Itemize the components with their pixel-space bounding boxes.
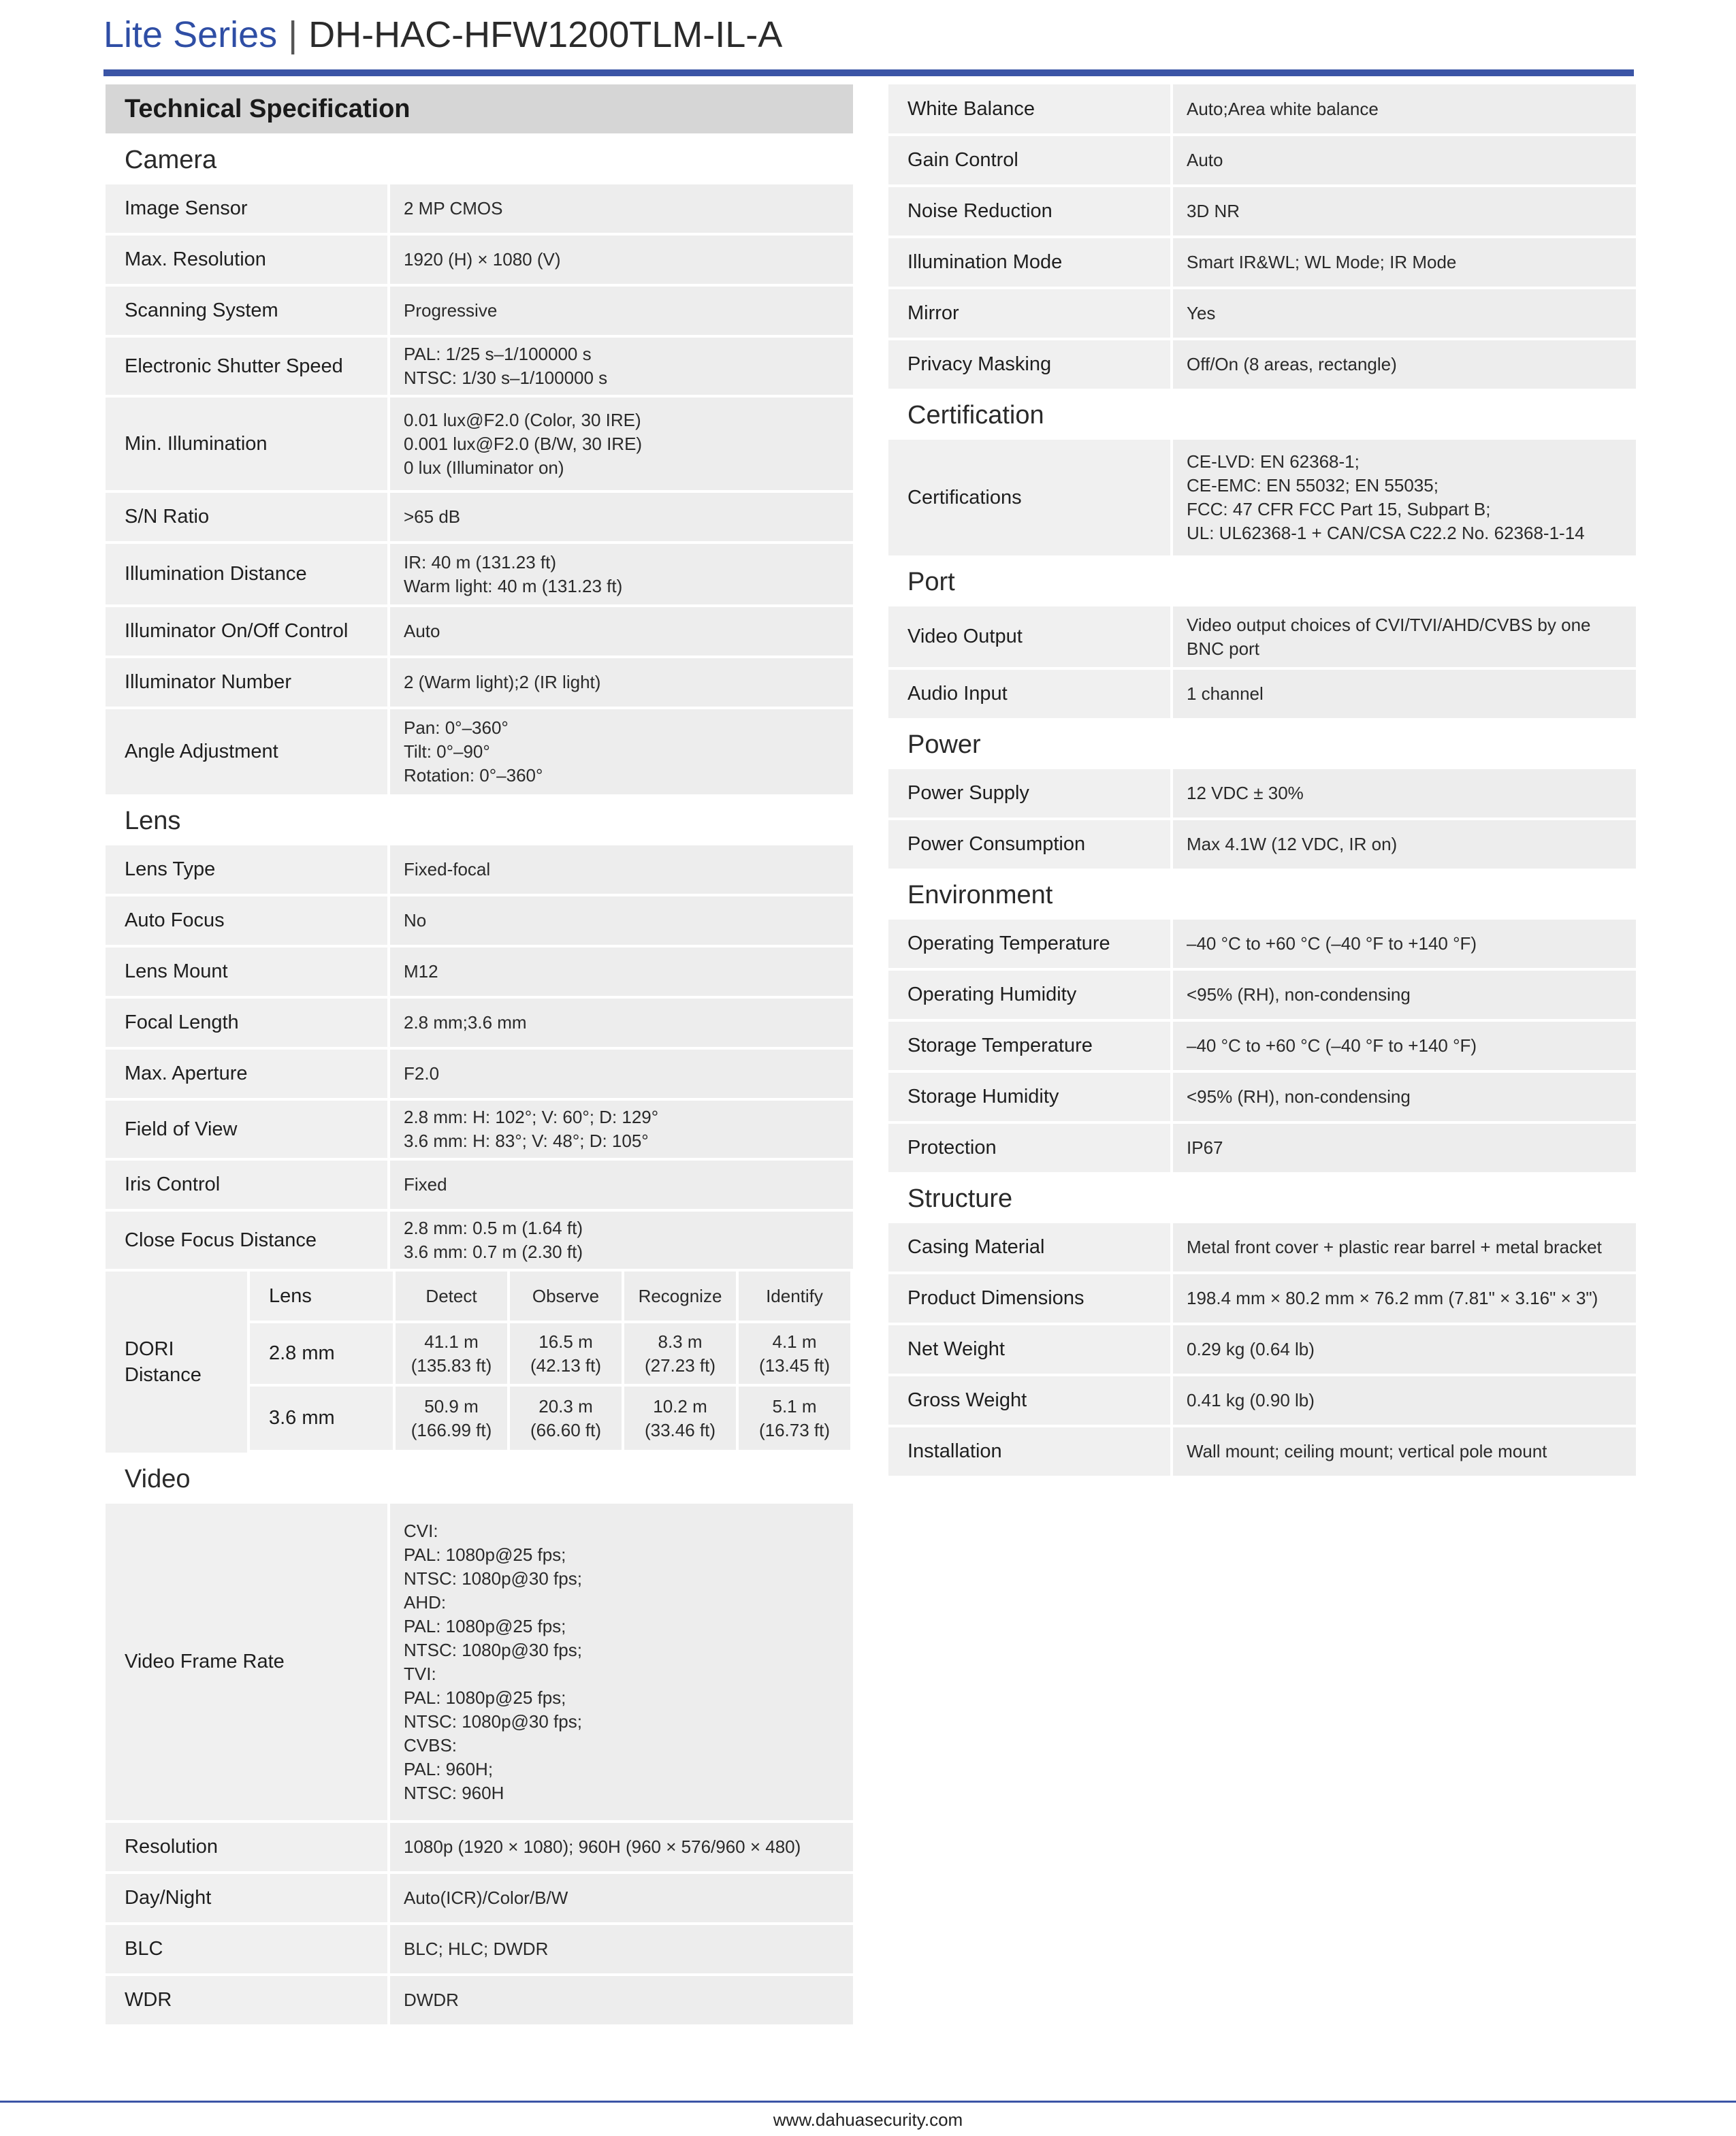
spec-value-line: 3.6 mm: H: 83°; V: 48°; D: 105°: [404, 1131, 649, 1151]
spec-value: [1173, 187, 1636, 236]
spec-label: Certifications: [888, 440, 1170, 555]
spec-value: [1173, 1022, 1636, 1070]
spec-value-line: Max 4.1W (12 VDC, IR on): [1187, 834, 1398, 854]
spec-value-line: IP67: [1187, 1137, 1223, 1158]
spec-label: Resolution: [106, 1823, 387, 1871]
spec-label: Max. Aperture: [106, 1050, 387, 1098]
spec-label: Electronic Shutter Speed: [106, 338, 387, 395]
section-port: Port: [907, 568, 955, 596]
spec-label: Angle Adjustment: [106, 709, 387, 794]
spec-row: [106, 1050, 853, 1098]
dori-value: 41.1 m (135.83 ft): [396, 1323, 507, 1384]
spec-value: [1173, 1274, 1636, 1323]
spec-label: Storage Temperature: [888, 1022, 1170, 1070]
spec-row: [106, 287, 853, 335]
section-lens: Lens: [125, 807, 181, 835]
spec-label: Storage Humidity: [888, 1073, 1170, 1121]
series-name: Lite Series: [103, 14, 278, 55]
spec-row: [106, 1212, 853, 1269]
spec-title: Technical Specification: [106, 84, 853, 133]
spec-value-line: F2.0: [404, 1063, 440, 1084]
spec-value-line: Tilt: 0°–90°: [404, 741, 490, 762]
dori-value: 20.3 m (66.60 ft): [510, 1387, 622, 1450]
spec-value-line: –40 °C to +60 °C (–40 °F to +140 °F): [1187, 933, 1477, 954]
left-column: [106, 84, 853, 2027]
spec-label: Focal Length: [106, 999, 387, 1047]
spec-row: [106, 1504, 853, 1820]
footer-url[interactable]: www.dahuasecurity.com: [773, 2109, 963, 2130]
spec-row: [888, 440, 1636, 555]
spec-row: [888, 606, 1636, 667]
spec-value-line: 3.6 mm: 0.7 m (2.30 ft): [404, 1242, 583, 1262]
spec-value: [1173, 289, 1636, 338]
spec-label: WDR: [106, 1976, 387, 2024]
spec-value-line: DWDR: [404, 1990, 459, 2010]
spec-value-line: PAL: 960H;: [404, 1758, 494, 1779]
dori-label-line2: Distance: [125, 1364, 202, 1386]
spec-label: Iris Control: [106, 1161, 387, 1209]
spec-label: Casing Material: [888, 1223, 1170, 1272]
right-column: [888, 84, 1636, 1478]
spec-value-line: BLC; HLC; DWDR: [404, 1939, 549, 1959]
spec-value-line: CVI:: [404, 1520, 438, 1541]
spec-row: [888, 340, 1636, 389]
spec-row: [106, 948, 853, 996]
spec-label: Max. Resolution: [106, 236, 387, 284]
spec-value-line: PAL: 1/25 s–1/100000 s: [404, 344, 592, 364]
spec-value-line: PAL: 1080p@25 fps;: [404, 1615, 566, 1636]
spec-value: [390, 658, 853, 707]
spec-label: Close Focus Distance: [106, 1212, 387, 1269]
spec-value-line: NTSC: 1080p@30 fps;: [404, 1568, 582, 1589]
spec-value-line: Fixed-focal: [404, 859, 491, 879]
spec-value-line: Progressive: [404, 300, 498, 321]
spec-row: [106, 845, 853, 894]
spec-label: Installation: [888, 1427, 1170, 1476]
spec-label: Power Supply: [888, 769, 1170, 818]
spec-value-line: PAL: 1080p@25 fps;: [404, 1544, 566, 1565]
spec-row: [106, 607, 853, 656]
spec-value-line: Smart IR&WL; WL Mode; IR Mode: [1187, 252, 1457, 272]
spec-label: Min. Illumination: [106, 398, 387, 490]
spec-value: [1173, 1223, 1636, 1272]
spec-row: [888, 238, 1636, 287]
spec-value: [390, 398, 853, 490]
spec-row: [888, 769, 1636, 818]
spec-label: Gain Control: [888, 136, 1170, 184]
spec-value-line: NTSC: 960H: [404, 1782, 504, 1803]
spec-value: [390, 845, 853, 894]
page-header: [103, 12, 1635, 57]
spec-value-line: 2.8 mm: 0.5 m (1.64 ft): [404, 1218, 583, 1238]
spec-value: [1173, 136, 1636, 184]
spec-row: [106, 1101, 853, 1158]
spec-row: [888, 1427, 1636, 1476]
spec-value: [390, 493, 853, 541]
spec-value: [390, 1823, 853, 1871]
dori-value: 5.1 m (16.73 ft): [739, 1387, 850, 1450]
dori-value: 50.9 m (166.99 ft): [396, 1387, 507, 1450]
spec-value: [1173, 820, 1636, 869]
spec-value-line: BNC port: [1187, 638, 1259, 659]
spec-label: Field of View: [106, 1101, 387, 1158]
dori-label-line1: DORI: [125, 1338, 174, 1360]
spec-value: [1173, 1376, 1636, 1425]
spec-label: Image Sensor: [106, 184, 387, 233]
section-camera: Camera: [125, 146, 217, 174]
spec-value-line: IR: 40 m (131.23 ft): [404, 551, 556, 572]
spec-label: Lens Mount: [106, 948, 387, 996]
dori-head-detect: Detect: [396, 1272, 507, 1321]
spec-value-line: CE-EMC: EN 55032; EN 55035;: [1187, 475, 1438, 496]
spec-row: [106, 1925, 853, 1973]
spec-value-line: 0.29 kg (0.64 lb): [1187, 1339, 1315, 1359]
spec-value: [390, 338, 853, 395]
spec-value: [1173, 769, 1636, 818]
spec-value: [390, 1161, 853, 1209]
spec-label: Power Consumption: [888, 820, 1170, 869]
title-separator: |: [288, 14, 298, 55]
spec-value: [390, 236, 853, 284]
spec-value-line: UL: UL62368-1 + CAN/CSA C22.2 No. 62368-1-14: [1187, 523, 1585, 543]
spec-row: [106, 398, 853, 490]
spec-value: [390, 1874, 853, 1922]
spec-label: Privacy Masking: [888, 340, 1170, 389]
spec-value: [390, 999, 853, 1047]
spec-row: [106, 1161, 853, 1209]
spec-label: Operating Humidity: [888, 971, 1170, 1019]
dori-row-3-6mm: [250, 1387, 853, 1450]
spec-row: [888, 1124, 1636, 1172]
spec-label: White Balance: [888, 84, 1170, 133]
dori-value: 10.2 m (33.46 ft): [624, 1387, 736, 1450]
spec-value: [390, 1212, 853, 1269]
spec-label: Mirror: [888, 289, 1170, 338]
spec-row: [888, 1223, 1636, 1272]
spec-row: [888, 187, 1636, 236]
spec-value-line: 2.8 mm;3.6 mm: [404, 1012, 527, 1033]
spec-value-line: >65 dB: [404, 506, 461, 527]
dori-lens: 2.8 mm: [250, 1323, 393, 1384]
spec-value-line: Warm light: 40 m (131.23 ft): [404, 575, 623, 596]
spec-row: [888, 920, 1636, 968]
dori-head-observe: Observe: [510, 1272, 622, 1321]
dori-row-2-8mm: [250, 1323, 853, 1384]
header-rule: [103, 69, 1634, 76]
spec-value-line: AHD:: [404, 1591, 447, 1613]
spec-label: Gross Weight: [888, 1376, 1170, 1425]
spec-label: Product Dimensions: [888, 1274, 1170, 1323]
spec-value-line: PAL: 1080p@25 fps;: [404, 1687, 566, 1708]
spec-value: [390, 709, 853, 794]
spec-value: [1173, 1073, 1636, 1121]
spec-value-line: 198.4 mm × 80.2 mm × 76.2 mm (7.81" × 3.16" × 3"): [1187, 1288, 1598, 1308]
spec-value: [1173, 1124, 1636, 1172]
spec-value-line: Metal front cover + plastic rear barrel + metal bracket: [1187, 1237, 1602, 1257]
spec-row: [106, 1823, 853, 1871]
spec-row: [106, 709, 853, 794]
spec-value-line: NTSC: 1080p@30 fps;: [404, 1639, 582, 1660]
dori-head-identify: Identify: [739, 1272, 850, 1321]
spec-value: [390, 607, 853, 656]
spec-row: [888, 670, 1636, 718]
spec-value: [390, 1050, 853, 1098]
spec-value: [390, 1504, 853, 1820]
spec-value-line: 3D NR: [1187, 201, 1240, 221]
spec-row: [888, 1022, 1636, 1070]
spec-value-line: Pan: 0°–360°: [404, 717, 509, 738]
spec-label: Illuminator On/Off Control: [106, 607, 387, 656]
spec-row: [106, 1874, 853, 1922]
spec-label: Audio Input: [888, 670, 1170, 718]
dori-grid: [250, 1272, 853, 1453]
spec-value-line: Auto: [1187, 150, 1223, 170]
spec-row: [106, 338, 853, 395]
spec-value-line: 12 VDC ± 30%: [1187, 783, 1304, 803]
spec-value-line: Fixed: [404, 1174, 447, 1195]
spec-value-line: Rotation: 0°–360°: [404, 765, 543, 786]
spec-value-line: –40 °C to +60 °C (–40 °F to +140 °F): [1187, 1035, 1477, 1056]
spec-value-line: 2.8 mm: H: 102°; V: 60°; D: 129°: [404, 1107, 659, 1127]
dori-distance-table: [106, 1272, 853, 1453]
footer-rule: [0, 2101, 1736, 2103]
spec-value: [390, 1976, 853, 2024]
spec-value-line: 1920 (H) × 1080 (V): [404, 249, 561, 270]
dori-label: [106, 1272, 247, 1453]
spec-value-line: 1080p (1920 × 1080); 960H (960 × 576/960 × 480): [404, 1836, 801, 1857]
spec-value-line: Auto;Area white balance: [1187, 98, 1379, 119]
spec-label: BLC: [106, 1925, 387, 1973]
spec-value: [1173, 670, 1636, 718]
spec-row: [888, 1325, 1636, 1374]
spec-value-line: Wall mount; ceiling mount; vertical pole mount: [1187, 1441, 1547, 1461]
spec-row: [888, 136, 1636, 184]
spec-label: S/N Ratio: [106, 493, 387, 541]
dori-value: 8.3 m (27.23 ft): [624, 1323, 736, 1384]
spec-row: [106, 896, 853, 945]
spec-value-line: <95% (RH), non-condensing: [1187, 1086, 1411, 1107]
spec-value-line: CVBS:: [404, 1734, 457, 1755]
spec-label: Scanning System: [106, 287, 387, 335]
dori-value: 16.5 m (42.13 ft): [510, 1323, 622, 1384]
spec-value: [1173, 971, 1636, 1019]
spec-value-line: 0 lux (Illuminator on): [404, 457, 564, 478]
spec-label: Operating Temperature: [888, 920, 1170, 968]
spec-label: Net Weight: [888, 1325, 1170, 1374]
spec-value: [390, 896, 853, 945]
model-name: DH-HAC-HFW1200TLM-IL-A: [308, 14, 783, 55]
spec-label: Auto Focus: [106, 896, 387, 945]
spec-row: [106, 544, 853, 604]
dori-value: 4.1 m (13.45 ft): [739, 1323, 850, 1384]
spec-value-line: Auto: [404, 621, 440, 641]
spec-row: [106, 236, 853, 284]
section-environment: Environment: [907, 881, 1053, 909]
spec-value: [390, 1925, 853, 1973]
spec-label: Illumination Mode: [888, 238, 1170, 287]
spec-row: [888, 971, 1636, 1019]
dori-head-lens: Lens: [250, 1272, 393, 1321]
spec-value-line: 2 (Warm light);2 (IR light): [404, 672, 601, 692]
spec-label: Day/Night: [106, 1874, 387, 1922]
spec-row: [106, 658, 853, 707]
spec-label: Illuminator Number: [106, 658, 387, 707]
spec-value: [390, 184, 853, 233]
spec-value-line: 1 channel: [1187, 683, 1264, 704]
spec-value-line: FCC: 47 CFR FCC Part 15, Subpart B;: [1187, 499, 1491, 519]
section-power: Power: [907, 730, 981, 759]
spec-value-line: Yes: [1187, 303, 1216, 323]
spec-row: [888, 1274, 1636, 1323]
spec-value: [1173, 1325, 1636, 1374]
spec-row: [106, 184, 853, 233]
section-certification: Certification: [907, 401, 1044, 430]
spec-label: Lens Type: [106, 845, 387, 894]
spec-value-line: CE-LVD: EN 62368-1;: [1187, 451, 1360, 472]
spec-value-line: 0.001 lux@F2.0 (B/W, 30 IRE): [404, 433, 643, 454]
spec-label: Video Frame Rate: [106, 1504, 387, 1820]
spec-row: [106, 1976, 853, 2024]
spec-row: [888, 1073, 1636, 1121]
spec-value: [1173, 84, 1636, 133]
spec-row: [106, 999, 853, 1047]
spec-value: [1173, 440, 1636, 555]
spec-row: [888, 820, 1636, 869]
dori-head-recognize: Recognize: [624, 1272, 736, 1321]
spec-row: [888, 84, 1636, 133]
spec-row: [888, 289, 1636, 338]
spec-value: [1173, 920, 1636, 968]
spec-value-line: NTSC: 1080p@30 fps;: [404, 1711, 582, 1732]
spec-value-line: Auto(ICR)/Color/B/W: [404, 1888, 568, 1908]
spec-label: Illumination Distance: [106, 544, 387, 604]
spec-value: [390, 287, 853, 335]
spec-value-line: TVI:: [404, 1663, 436, 1684]
spec-value-line: Video output choices of CVI/TVI/AHD/CVBS by one: [1187, 614, 1591, 635]
spec-value-line: 2 MP CMOS: [404, 198, 503, 219]
section-video: Video: [125, 1465, 191, 1493]
spec-value-line: NTSC: 1/30 s–1/100000 s: [404, 368, 608, 388]
spec-value: [1173, 1427, 1636, 1476]
spec-value: [390, 948, 853, 996]
dori-header-row: [250, 1272, 853, 1321]
spec-label: Video Output: [888, 606, 1170, 667]
dori-lens: 3.6 mm: [250, 1387, 393, 1450]
spec-value: [1173, 340, 1636, 389]
section-structure: Structure: [907, 1184, 1013, 1213]
spec-value: [1173, 606, 1636, 667]
spec-value-line: <95% (RH), non-condensing: [1187, 984, 1411, 1005]
spec-row: [106, 493, 853, 541]
spec-label: Noise Reduction: [888, 187, 1170, 236]
spec-value-line: 0.41 kg (0.90 lb): [1187, 1390, 1315, 1410]
spec-value: [390, 544, 853, 604]
spec-row: [888, 1376, 1636, 1425]
spec-value-line: M12: [404, 961, 438, 982]
spec-value-line: No: [404, 910, 427, 931]
spec-value-line: Off/On (8 areas, rectangle): [1187, 354, 1397, 374]
spec-label: Protection: [888, 1124, 1170, 1172]
spec-value: [1173, 238, 1636, 287]
spec-value: [390, 1101, 853, 1158]
spec-value-line: 0.01 lux@F2.0 (Color, 30 IRE): [404, 409, 641, 430]
